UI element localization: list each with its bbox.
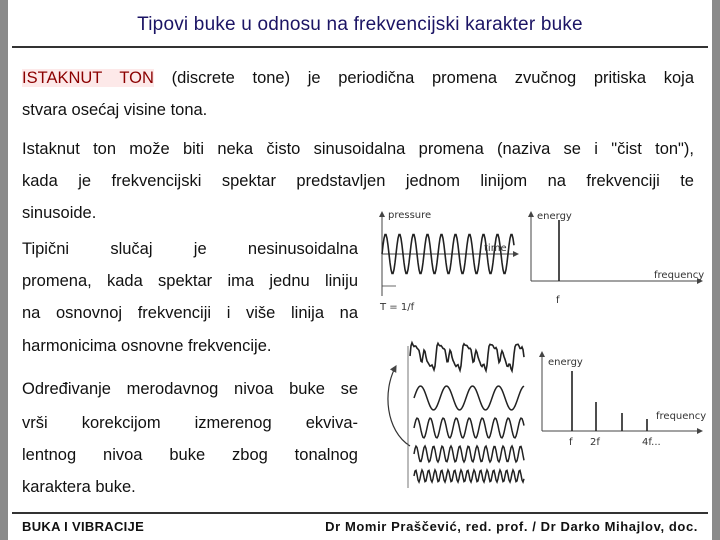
- complex-waveform: [410, 343, 524, 371]
- 4f-label: 4f...: [642, 437, 661, 448]
- authors: Dr Momir Praščević, red. prof. / Dr Darko Mihajlov, doc.: [325, 519, 698, 534]
- harmonic-wave-2: [414, 418, 524, 438]
- paragraph-2-line-3: sinusoide.: [22, 204, 97, 222]
- tone-waveform-spectrum-figure: [366, 206, 706, 501]
- harmonic-wave-4: [414, 470, 524, 482]
- course-name: BUKA I VIBRACIJE: [22, 519, 145, 534]
- combination-arrow: [388, 366, 410, 446]
- paragraph-4-line-3: lentnog nivoa buke zbog tonalnog: [22, 446, 358, 464]
- frequency-label-bottom: frequency: [656, 411, 706, 422]
- harmonic-wave-1: [414, 386, 524, 410]
- paragraph-1-line-1: [22, 62, 694, 94]
- frequency-label-top: frequency: [654, 270, 705, 281]
- paragraph-3-line-2: promena, kada spektar ima jednu liniju: [22, 272, 358, 290]
- energy-label-top: energy: [537, 211, 572, 222]
- paragraph-2-line-2: kada je frekvencijski spektar predstavljen jednom linijom na frekvenciji te: [22, 172, 694, 190]
- left-frame-border: [0, 0, 8, 540]
- title-divider: [12, 46, 708, 48]
- paragraph-4-line-2: vrši korekcijom izmerenog ekviva-: [22, 414, 358, 432]
- paragraph-4-line-1: Određivanje merodavnog nivoa buke se: [22, 380, 358, 398]
- 2f-label: 2f: [590, 437, 600, 448]
- paragraph-4-line-4: karaktera buke.: [22, 478, 136, 496]
- period-label: T = 1/f: [380, 302, 415, 313]
- paragraph-1-line-1-text: (discrete tone) je periodična promena zvučnog pritiska koja: [153, 69, 694, 87]
- footer-divider: [12, 512, 708, 514]
- paragraph-3-line-3: na osnovnoj frekvenciji i više linija na: [22, 304, 358, 322]
- pressure-label: pressure: [388, 210, 432, 221]
- term-highlight: ISTAKNUT TON: [22, 69, 154, 87]
- harmonic-wave-3: [414, 446, 524, 462]
- time-label: time: [484, 243, 507, 254]
- paragraph-1-line-2: stvara osećaj visine tona.: [22, 101, 208, 119]
- paragraph-3-line-4: harmonicima osnovne frekvencije.: [22, 337, 272, 355]
- paragraph-3-line-1: Tipični slučaj je nesinusoidalna: [22, 240, 358, 258]
- right-frame-border: [712, 0, 720, 540]
- f-label-bottom: f: [569, 437, 573, 448]
- energy-label-bottom: energy: [548, 357, 583, 368]
- paragraph-2-line-1: Istaknut ton može biti neka čisto sinusoidalna promena (naziva se i "čist ton"),: [22, 140, 694, 158]
- slide-title: Tipovi buke u odnosu na frekvencijski karakter buke: [137, 14, 583, 35]
- f-label-top: f: [556, 295, 560, 306]
